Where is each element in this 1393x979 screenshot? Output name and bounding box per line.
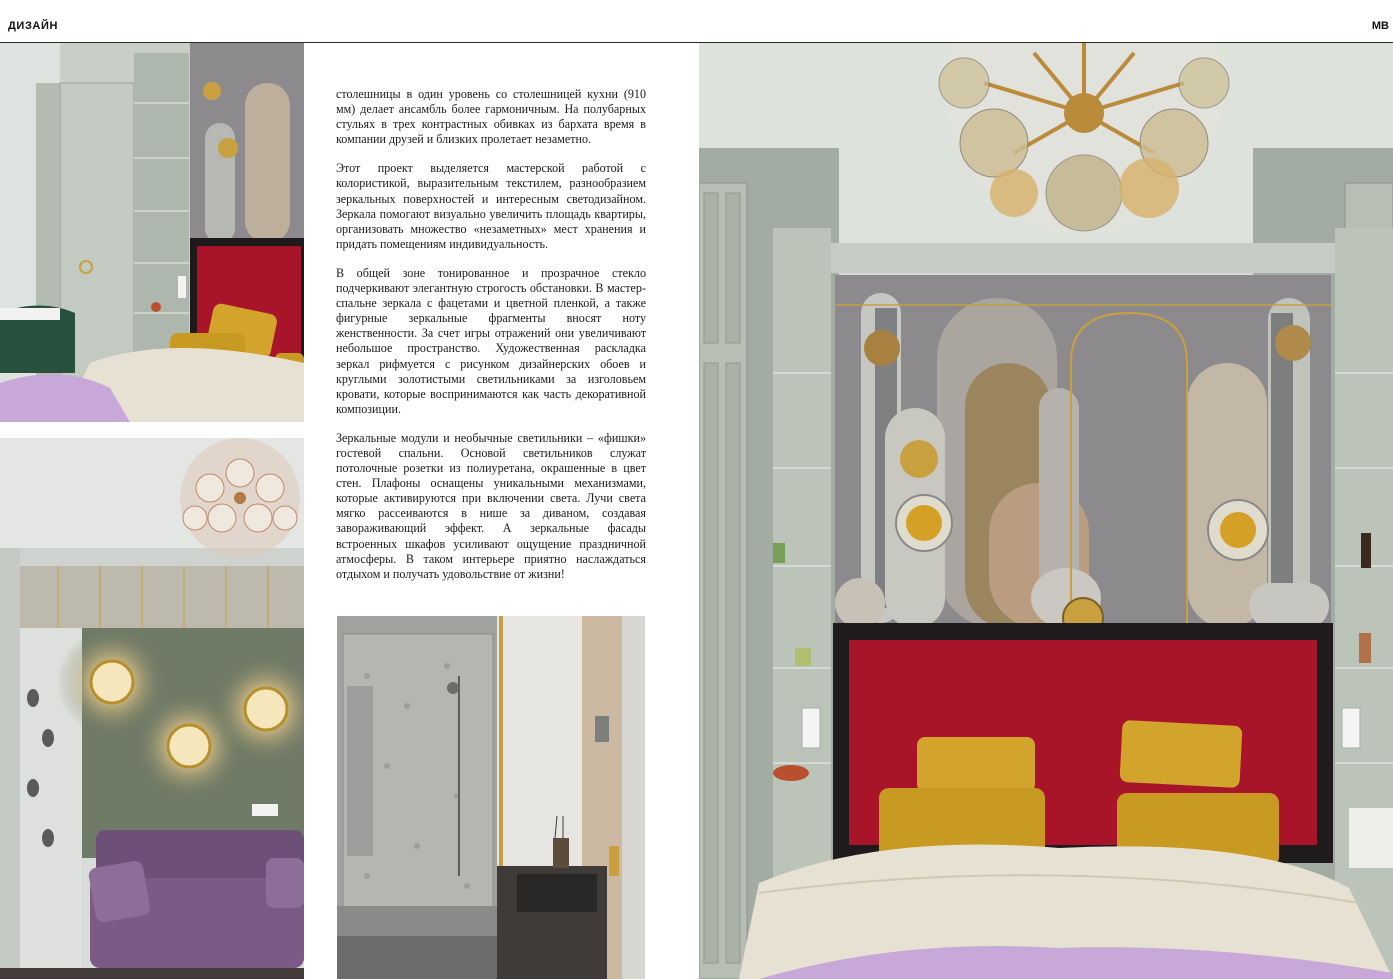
bathroom-photo	[337, 616, 645, 979]
article-paragraph: Зеркальные модули и необычные светильники – «фишки» гостевой спальни. Основой светильников служат потолочные розетки из полиуретана, окрашенные в цвет стен. Плафоны оснащены уникальными механизмами, которые активируются при включении света. Лучи света мягко рассеиваются в нише за диваном, создавая завораживающий эффект. А зеркальные фасады встроенных шкафов усиливают ощущение праздничной атмосферы. В таком интерьере приятно наслаждаться отдыхом и получать удовольствие от жизни!	[336, 430, 646, 581]
article-paragraph: Этот проект выделяется мастерской работой с колористикой, выразительным текстилем, разнообразием зеркальных поверхностей и интересным светодизайном. Зеркала помогают визуально увеличить площадь квартиры, организовать множество «незаметных» мест хранения и придать помещениям индивидуальность.	[336, 161, 646, 251]
magazine-mark: MB	[1371, 20, 1389, 32]
bedroom-photo-small	[0, 43, 304, 422]
page-header	[0, 0, 1393, 43]
article-body	[336, 87, 646, 596]
master-bedroom-photo	[699, 43, 1393, 979]
guest-room-photo	[0, 438, 304, 979]
section-label: ДИЗАЙН	[8, 20, 59, 32]
article-paragraph: столешницы в один уровень со столешницей кухни (910 мм) делает ансамбль более гармоничным. На полубарных стульях в трех контрастных обивках из бархата время в компании друзей и близких пролетает незаметно.	[336, 87, 646, 147]
article-paragraph: В общей зоне тонированное и прозрачное стекло подчеркивают элегантную строгость обстановки. В мастер-спальне зеркала с фацетами и цветной пленкой, а также фигурные зеркальные фрагменты вносят ноту женственности. За счет игры отражений они увеличивают небольшое пространство. Художественная раскладка зеркал рифмуется с рисунком дизайнерских обоев и круглыми золотистыми светильниками за изголовьем кровати, которые воспринимаются как часть декоративной композиции.	[336, 265, 646, 416]
